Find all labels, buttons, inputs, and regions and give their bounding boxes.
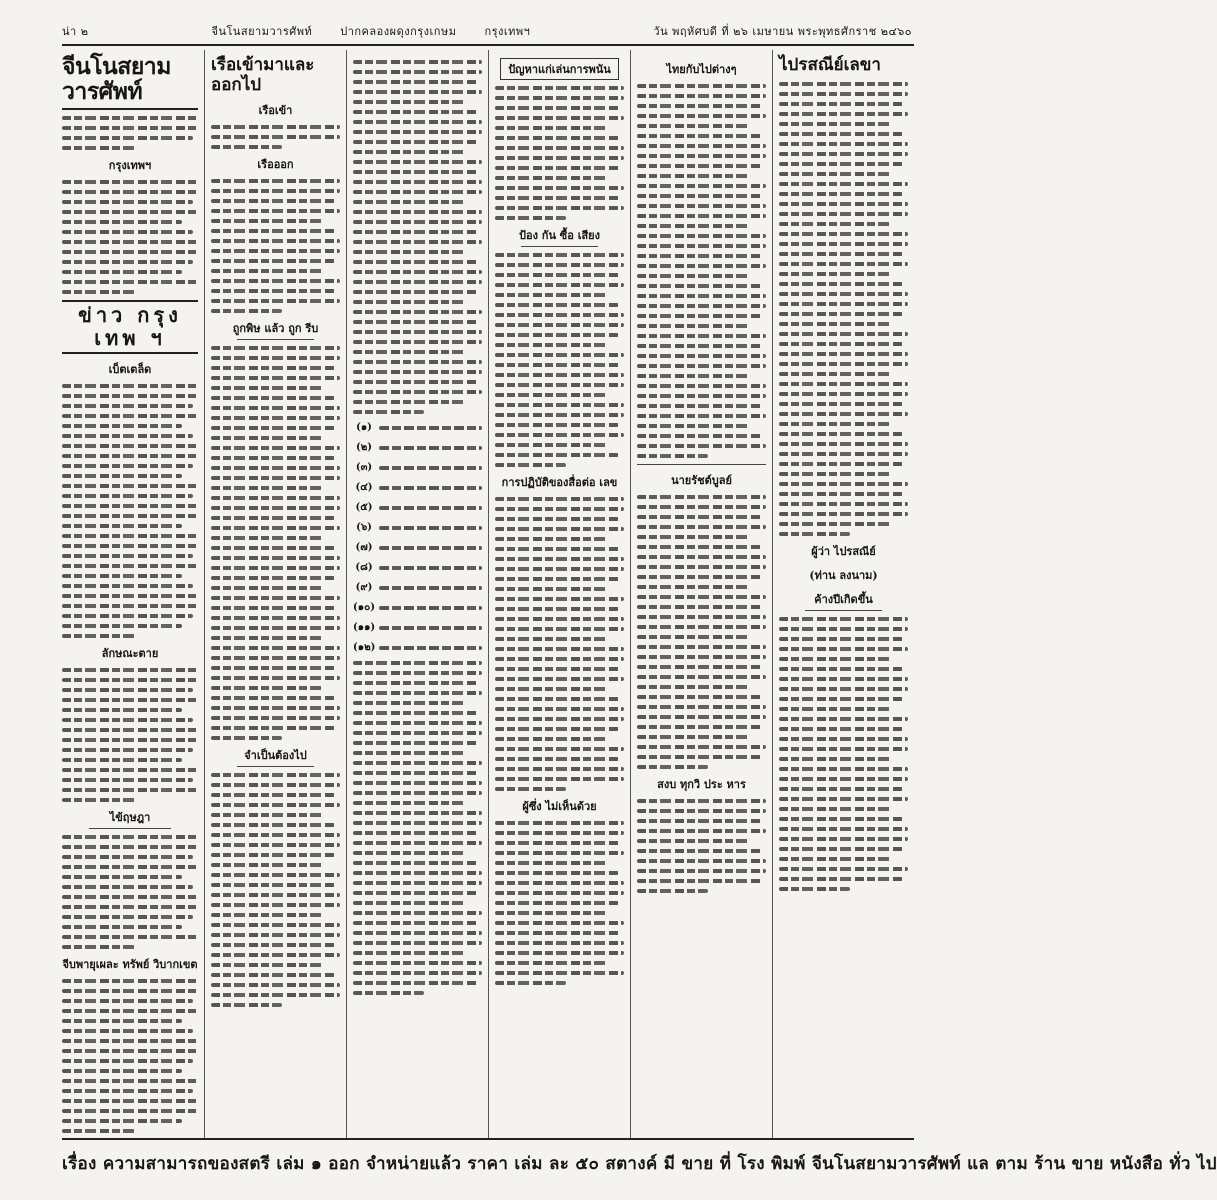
section-heading: จีบพายุเผละ ทรัพย์ วิบากเขต bbox=[62, 957, 198, 971]
section-heading: เบ็ตเตล็ด bbox=[108, 362, 152, 376]
section-heading: ไข้ฤษฎา bbox=[62, 808, 198, 829]
body-text bbox=[779, 617, 908, 891]
body-text bbox=[637, 495, 766, 769]
column-6 bbox=[772, 50, 914, 1140]
section-heading: ไทยกับไปต่างๆ bbox=[666, 63, 737, 76]
body-text bbox=[211, 773, 340, 1007]
list-item: (๑๑) bbox=[353, 620, 482, 635]
column-2 bbox=[204, 50, 346, 1140]
shipping-headline: เรือเข้ามาและออกไป bbox=[211, 55, 315, 95]
list-item: (๒) bbox=[353, 440, 482, 455]
signature: ผู้ว่า ไปรสณีย์ bbox=[811, 544, 876, 558]
section-heading: การปฏิบัติของสื่อต่อ เลข bbox=[501, 476, 618, 489]
masthead-notes bbox=[62, 116, 198, 150]
list-item: (๕) bbox=[353, 500, 482, 515]
column-3 bbox=[346, 50, 488, 1140]
footer-advertisement: เรื่อง ความสามารถของสตรี เล่ม ๑ ออก จำหน่ายแล้ว ราคา เล่ม ละ ๕๐ สตางค์ มี ขาย ที่ โรง พิมพ์ จีนโนสยามวารศัพท์ แล ตาม ร้าน ขาย หนังสือ ทั่ว ไป bbox=[62, 1154, 1217, 1174]
post-headline: ไปรสณีย์เลขา bbox=[779, 55, 881, 75]
body-text bbox=[495, 497, 624, 791]
section-heading: เรือเข้า bbox=[258, 104, 293, 118]
list-item: (๘) bbox=[353, 560, 482, 575]
publisher-place: ปากคลองผดุงกรุงเกษม bbox=[340, 25, 457, 38]
body-text bbox=[62, 835, 198, 949]
city: กรุงเทพฯ bbox=[484, 25, 531, 38]
body-text bbox=[211, 179, 340, 313]
news-section-title: ข่าว กรุง เทพ ฯ bbox=[62, 300, 198, 354]
article-columns bbox=[62, 50, 914, 1140]
body-text bbox=[211, 125, 340, 149]
section-heading: (ท่าน ลงนาม) bbox=[809, 568, 878, 582]
list-item: (๑) bbox=[353, 420, 482, 435]
section-heading: ผู้ซึ่ง ไม่เห็นด้วย bbox=[522, 800, 597, 813]
running-head bbox=[62, 20, 912, 42]
body-text bbox=[62, 979, 198, 1133]
section-heading: สงบ ทุกวิ ประ หาร bbox=[657, 778, 746, 791]
section-heading: ลักษณะตาย bbox=[101, 646, 159, 660]
section-heading: นายรัชต์บูลย์ bbox=[671, 474, 732, 487]
paper-name: จีนโนสยามวารศัพท์ bbox=[211, 25, 313, 38]
section-heading: ค้างปีเกิดขึ้น bbox=[779, 590, 908, 611]
list-item: (๑๒) bbox=[353, 640, 482, 655]
body-text bbox=[62, 384, 198, 638]
section-heading: ปัญหาแก่เล่นการพนัน bbox=[500, 58, 619, 80]
body-text bbox=[779, 82, 908, 536]
body-text bbox=[211, 346, 340, 740]
section-heading: เรือออก bbox=[257, 158, 294, 172]
column-5 bbox=[630, 50, 772, 1140]
numbered-list bbox=[353, 420, 482, 655]
bottom-rule bbox=[62, 1138, 914, 1140]
list-item: (๓) bbox=[353, 460, 482, 475]
body-text bbox=[495, 253, 624, 467]
list-item: (๗) bbox=[353, 540, 482, 555]
top-rule bbox=[62, 44, 914, 46]
body-text bbox=[495, 86, 624, 220]
section-heading: ถูกพิษ แล้ว ถูก รีบ bbox=[211, 319, 340, 340]
section-heading: จำเป็นต้องไป bbox=[211, 746, 340, 767]
body-text bbox=[353, 661, 482, 995]
page-number: น่า ๒ bbox=[62, 25, 89, 38]
column-4 bbox=[488, 50, 630, 1140]
body-text bbox=[62, 668, 198, 802]
issue-date: วัน พฤหัศบดี ที่ ๒๖ เมษายน พระพุทธศักราช ๒๔๖๐ bbox=[653, 25, 912, 38]
body-text bbox=[637, 799, 766, 893]
section-heading: ป้อง กัน ซื้อ เสียง bbox=[495, 226, 624, 247]
list-item: (๑๐) bbox=[353, 600, 482, 615]
body-text bbox=[353, 60, 482, 414]
body-text bbox=[495, 821, 624, 985]
body-text bbox=[637, 84, 766, 458]
masthead: จีนโนสยามวารศัพท์ bbox=[62, 54, 198, 110]
list-item: (๙) bbox=[353, 580, 482, 595]
body-text bbox=[62, 180, 198, 294]
list-item: (๔) bbox=[353, 480, 482, 495]
divider bbox=[637, 464, 766, 465]
running-head-center bbox=[212, 22, 531, 40]
list-item: (๖) bbox=[353, 520, 482, 535]
column-1 bbox=[62, 50, 204, 1140]
intro-heading: กรุงเทพฯ bbox=[108, 158, 152, 172]
